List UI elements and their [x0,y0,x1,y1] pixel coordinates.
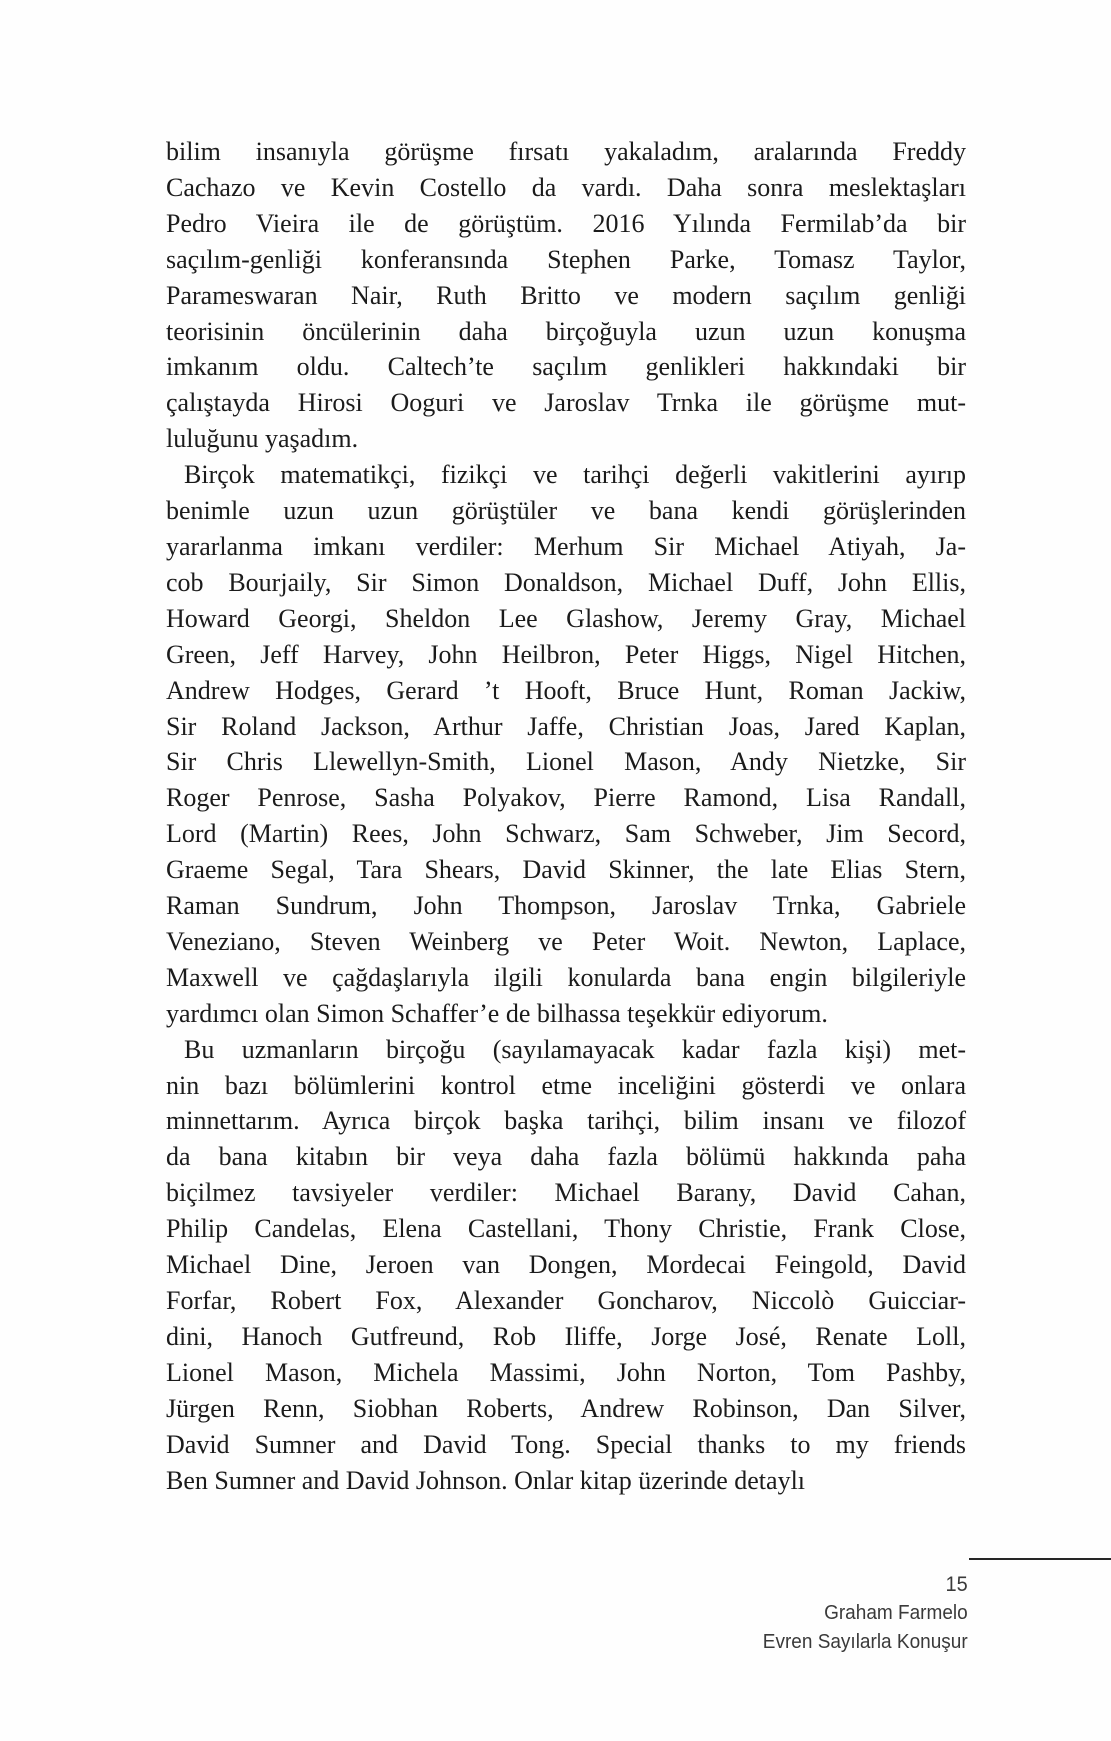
footer-author: Graham Farmelo [824,1602,968,1624]
text-line: Green, Jeff Harvey, John Heilbron, Peter Higgs, Nigel Hitchen, [166,639,966,669]
text-line: Pedro Vieira ile de görüştüm. 2016 Yılında Fermilab’da bir [166,208,966,238]
text-line: Andrew Hodges, Gerard ’t Hooft, Bruce Hunt, Roman Jackiw, [166,675,966,705]
text-line: Michael Dine, Jeroen van Dongen, Mordecai Feingold, David [166,1250,966,1280]
text-line: luluğunu yaşadım. [166,424,359,454]
text-line: saçılım-genliği konferansında Stephen Parke, Tomasz Taylor, [166,244,966,274]
text-line: Jürgen Renn, Siobhan Roberts, Andrew Robinson, Dan Silver, [166,1393,966,1423]
text-line: biçilmez tavsiyeler verdiler: Michael Barany, David Cahan, [166,1178,966,1208]
footer-rule [969,1558,1111,1560]
page-number: 15 [945,1573,968,1596]
text-line: bilim insanıyla görüşme fırsatı yakaladım, aralarında Freddy [166,137,966,166]
text-line: Ben Sumner and David Johnson. Onlar kitap üzerinde detaylı [166,1465,806,1495]
text-line: da bana kitabın bir veya daha fazla bölümü hakkında paha [166,1142,966,1172]
text-line: benimle uzun uzun görüştüler ve bana kendi görüşlerinden [166,496,966,526]
text-line: Maxwell ve çağdaşlarıyla ilgili konularda bana engin bilgileriyle [166,962,966,992]
text-line: Cachazo ve Kevin Costello da vardı. Daha sonra meslektaşları [166,172,966,202]
text-line: Birçok matematikçi, fizikçi ve tarihçi değerli vakitlerini ayırıp [184,460,966,490]
text-line: Lionel Mason, Michela Massimi, John Norton, Tom Pashby, [166,1357,966,1387]
text-line: cob Bourjaily, Sir Simon Donaldson, Michael Duff, John Ellis, [166,567,966,597]
text-line: Bu uzmanların birçoğu (sayılamayacak kadar fazla kişi) met- [184,1034,966,1064]
text-line: Howard Georgi, Sheldon Lee Glashow, Jeremy Gray, Michael [166,603,966,633]
page-footer [763,1570,968,1657]
text-line: David Sumner and David Tong. Special thanks to my friends [166,1429,966,1459]
text-line: minnettarım. Ayrıca birçok başka tarihçi, bilim insanı ve filozof [166,1106,966,1136]
text-line: Forfar, Robert Fox, Alexander Goncharov, Niccolò Guicciar- [166,1286,966,1315]
text-line: yardımcı olan Simon Schaffer’e de bilhassa teşekkür ediyorum. [166,998,828,1028]
text-line: nin bazı bölümlerini kontrol etme inceliğini gösterdi ve onlara [166,1070,966,1100]
text-line: dini, Hanoch Gutfreund, Rob Iliffe, Jorge José, Renate Loll, [166,1321,966,1351]
text-line: Sir Chris Llewellyn-Smith, Lionel Mason, Andy Nietzke, Sir [166,747,966,777]
text-line: Philip Candelas, Elena Castellani, Thony Christie, Frank Close, [166,1214,966,1244]
text-line: Graeme Segal, Tara Shears, David Skinner, the late Elias Stern, [166,855,966,885]
text-line: teorisinin öncülerinin daha birçoğuyla uzun uzun konuşma [166,316,966,346]
text-line: çalıştayda Hirosi Ooguri ve Jaroslav Trnka ile görüşme mut- [166,388,966,418]
text-line: imkanım oldu. Caltech’te saçılım genlikleri hakkındaki bir [166,352,966,382]
text-line: Sir Roland Jackson, Arthur Jaffe, Christian Joas, Jared Kaplan, [166,711,966,741]
footer-book-title: Evren Sayılarla Konuşur [763,1631,968,1653]
text-line: Veneziano, Steven Weinberg ve Peter Woit. Newton, Laplace, [166,926,966,956]
text-line: yararlanma imkanı verdiler: Merhum Sir Michael Atiyah, Ja- [166,531,966,561]
body-text [166,134,966,1498]
text-line: Roger Penrose, Sasha Polyakov, Pierre Ramond, Lisa Randall, [166,783,966,813]
text-line: Parameswaran Nair, Ruth Britto ve modern saçılım genliği [166,280,966,310]
text-line: Raman Sundrum, John Thompson, Jaroslav Trnka, Gabriele [166,891,966,921]
text-line: Lord (Martin) Rees, John Schwarz, Sam Schweber, Jim Secord, [166,819,966,849]
